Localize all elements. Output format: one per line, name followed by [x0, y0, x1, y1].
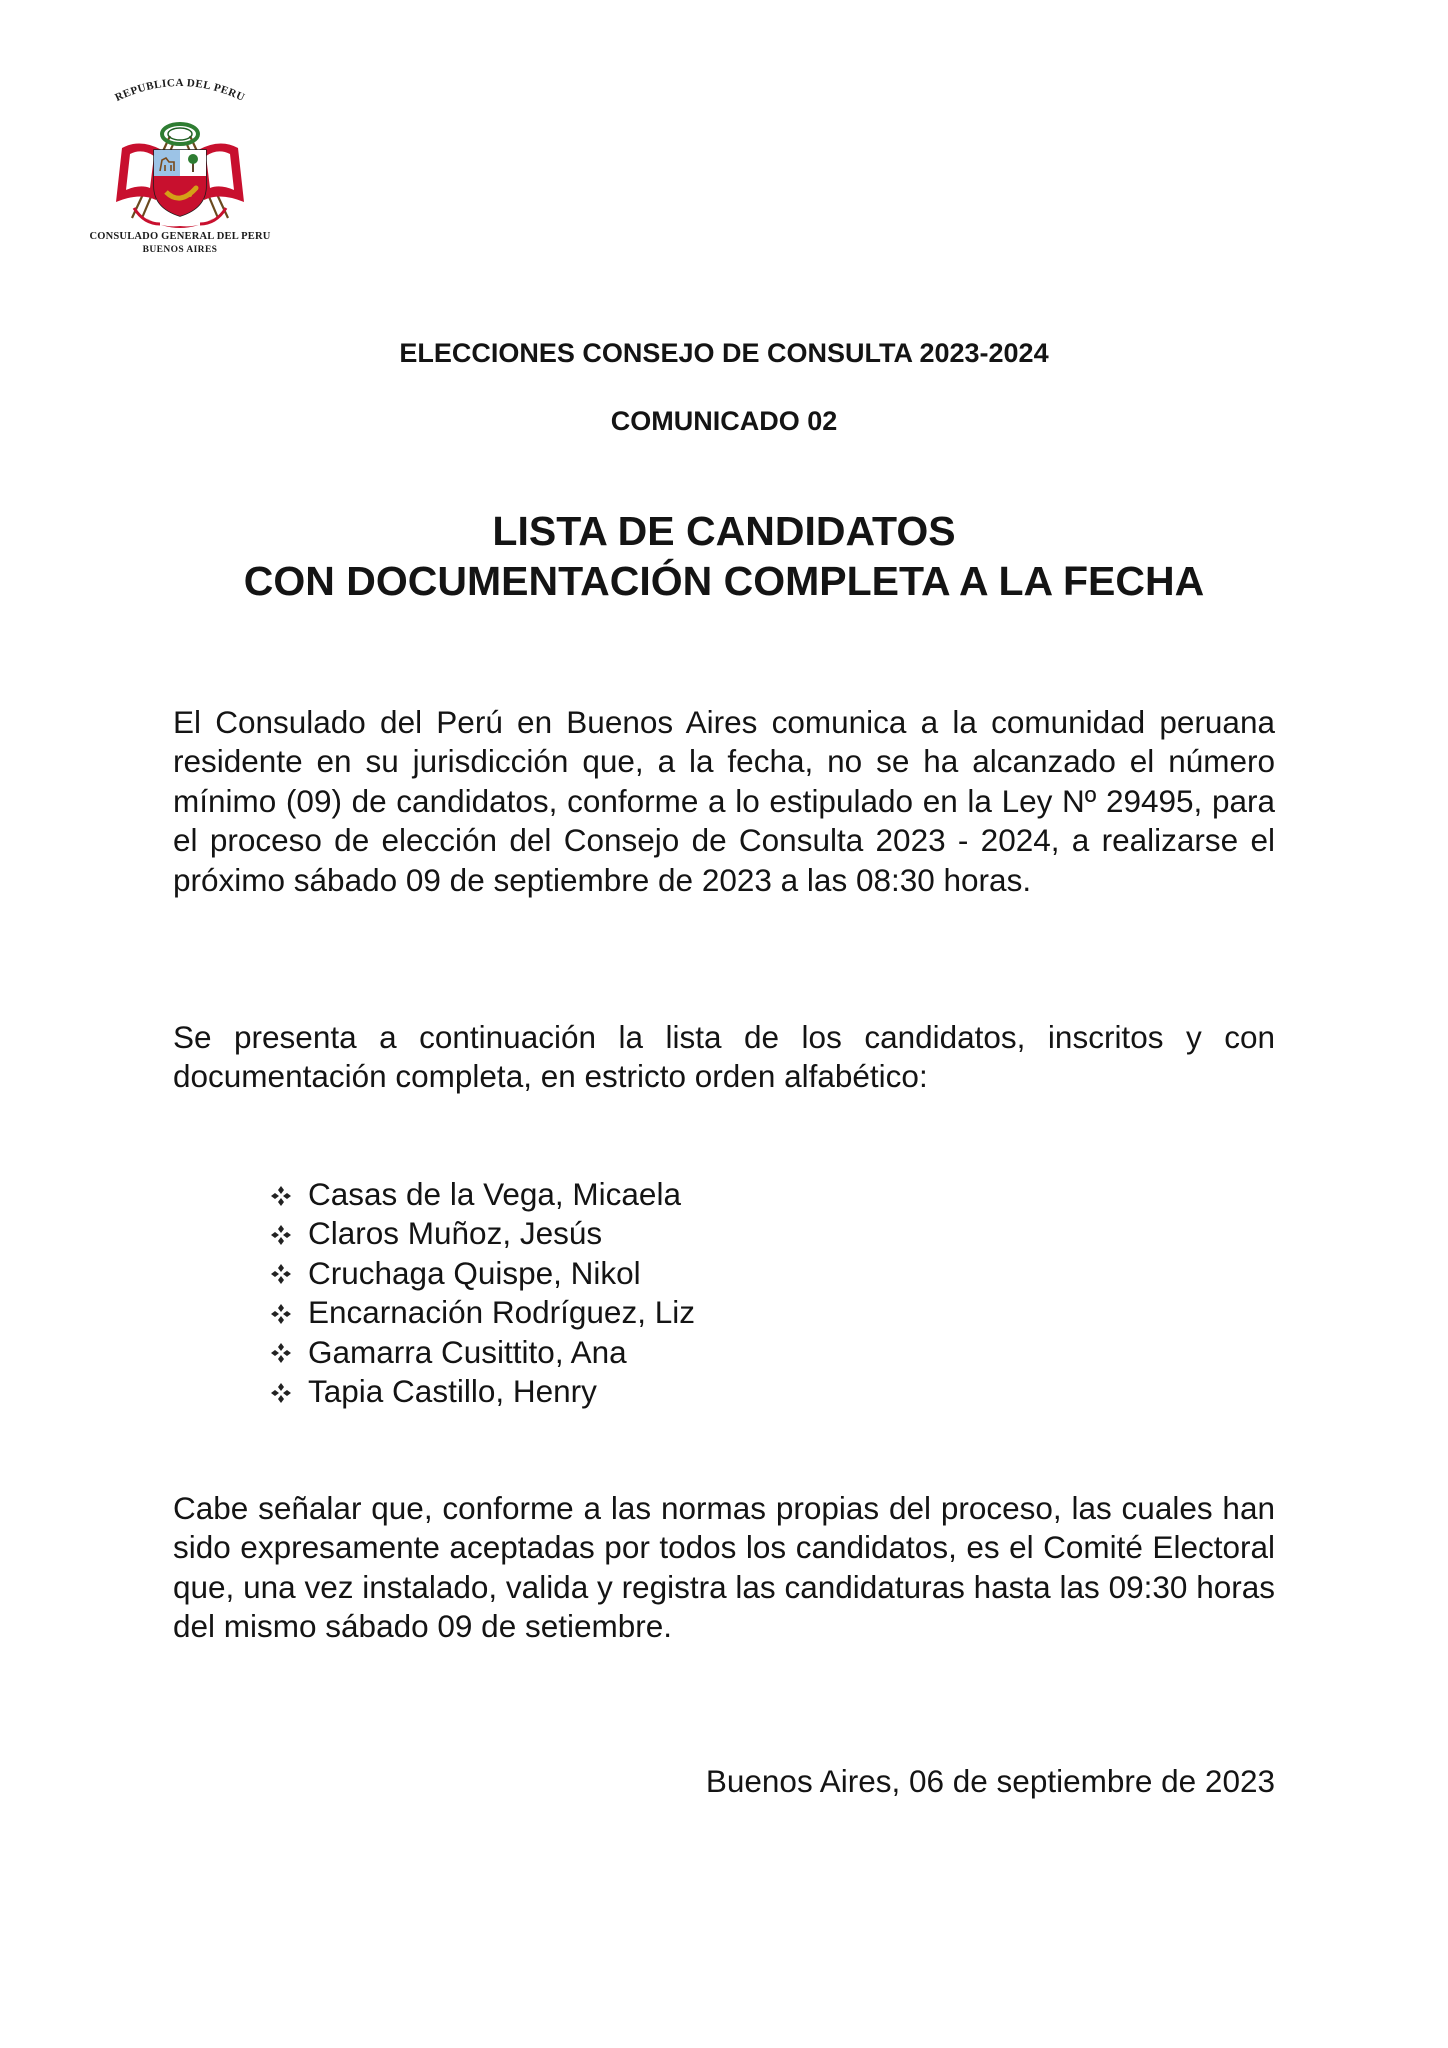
list-item	[270, 1175, 695, 1214]
list-item	[270, 1372, 695, 1411]
list-item	[270, 1254, 695, 1293]
logo-arc-text: REPUBLICA DEL PERU	[113, 76, 247, 104]
candidate-name: Casas de la Vega, Micaela	[308, 1176, 681, 1212]
candidate-name: Encarnación Rodríguez, Liz	[308, 1294, 695, 1331]
list-item	[270, 1214, 695, 1253]
main-title-line1: LISTA DE CANDIDATOS	[492, 508, 956, 554]
list-intro-paragraph: Se presenta a continuación la lista de los candidatos, inscritos y con documentación completa, en estricto orden alfabético:	[173, 1019, 1275, 1095]
four-diamond-bullet-icon	[270, 1224, 292, 1246]
four-diamond-bullet-icon	[270, 1263, 292, 1285]
main-title-line2: CON DOCUMENTACIÓN COMPLETA A LA FECHA	[243, 558, 1205, 604]
candidate-name: Claros Muñoz, Jesús	[308, 1215, 603, 1252]
intro-paragraph: El Consulado del Perú en Buenos Aires comunica a la comunidad peruana residente en su jurisdicción que, a la fecha, no se ha alcanzado el número mínimo (09) de candidatos, conforme a lo estipulado en la Ley Nº 29495, para el proceso de elección del Consejo de Consulta 2023 - 2024, a realizarse el próximo sábado 09 de septiembre de 2023 a las 08:30 horas.	[173, 704, 1275, 898]
comunicado-number: COMUNICADO 02	[610, 406, 838, 436]
logo-caption-consulate: CONSULADO GENERAL DEL PERU	[89, 231, 271, 242]
laurel-wreath	[162, 124, 198, 144]
candidate-name: Tapia Castillo, Henry	[308, 1372, 597, 1409]
four-diamond-bullet-icon	[270, 1382, 292, 1404]
candidate-name: Cruchaga Quispe, Nikol	[308, 1254, 641, 1291]
four-diamond-bullet-icon	[270, 1342, 292, 1364]
four-diamond-bullet-icon	[270, 1185, 292, 1207]
peru-coat-of-arms-icon	[70, 68, 290, 233]
list-item	[270, 1333, 695, 1372]
logo-caption-city: BUENOS AIRES	[142, 245, 218, 255]
date-signature-line: Buenos Aires, 06 de septiembre de 2023	[705, 1763, 1275, 1799]
closing-paragraph: Cabe señalar que, conforme a las normas propias del proceso, las cuales han sido expresamente aceptadas por todos los candidatos, es el Comité Electoral que, una vez instalado, valida y registra las candidaturas hasta las 09:30 horas del mismo sábado 09 de setiembre.	[173, 1490, 1275, 1645]
consulate-logo	[70, 68, 290, 268]
candidate-name: Gamarra Cusittito, Ana	[308, 1333, 627, 1370]
shield	[154, 150, 206, 216]
list-item	[270, 1293, 695, 1332]
four-diamond-bullet-icon	[270, 1303, 292, 1325]
election-title: ELECCIONES CONSEJO DE CONSULTA 2023-2024	[399, 338, 1049, 368]
candidate-list	[270, 1175, 695, 1411]
